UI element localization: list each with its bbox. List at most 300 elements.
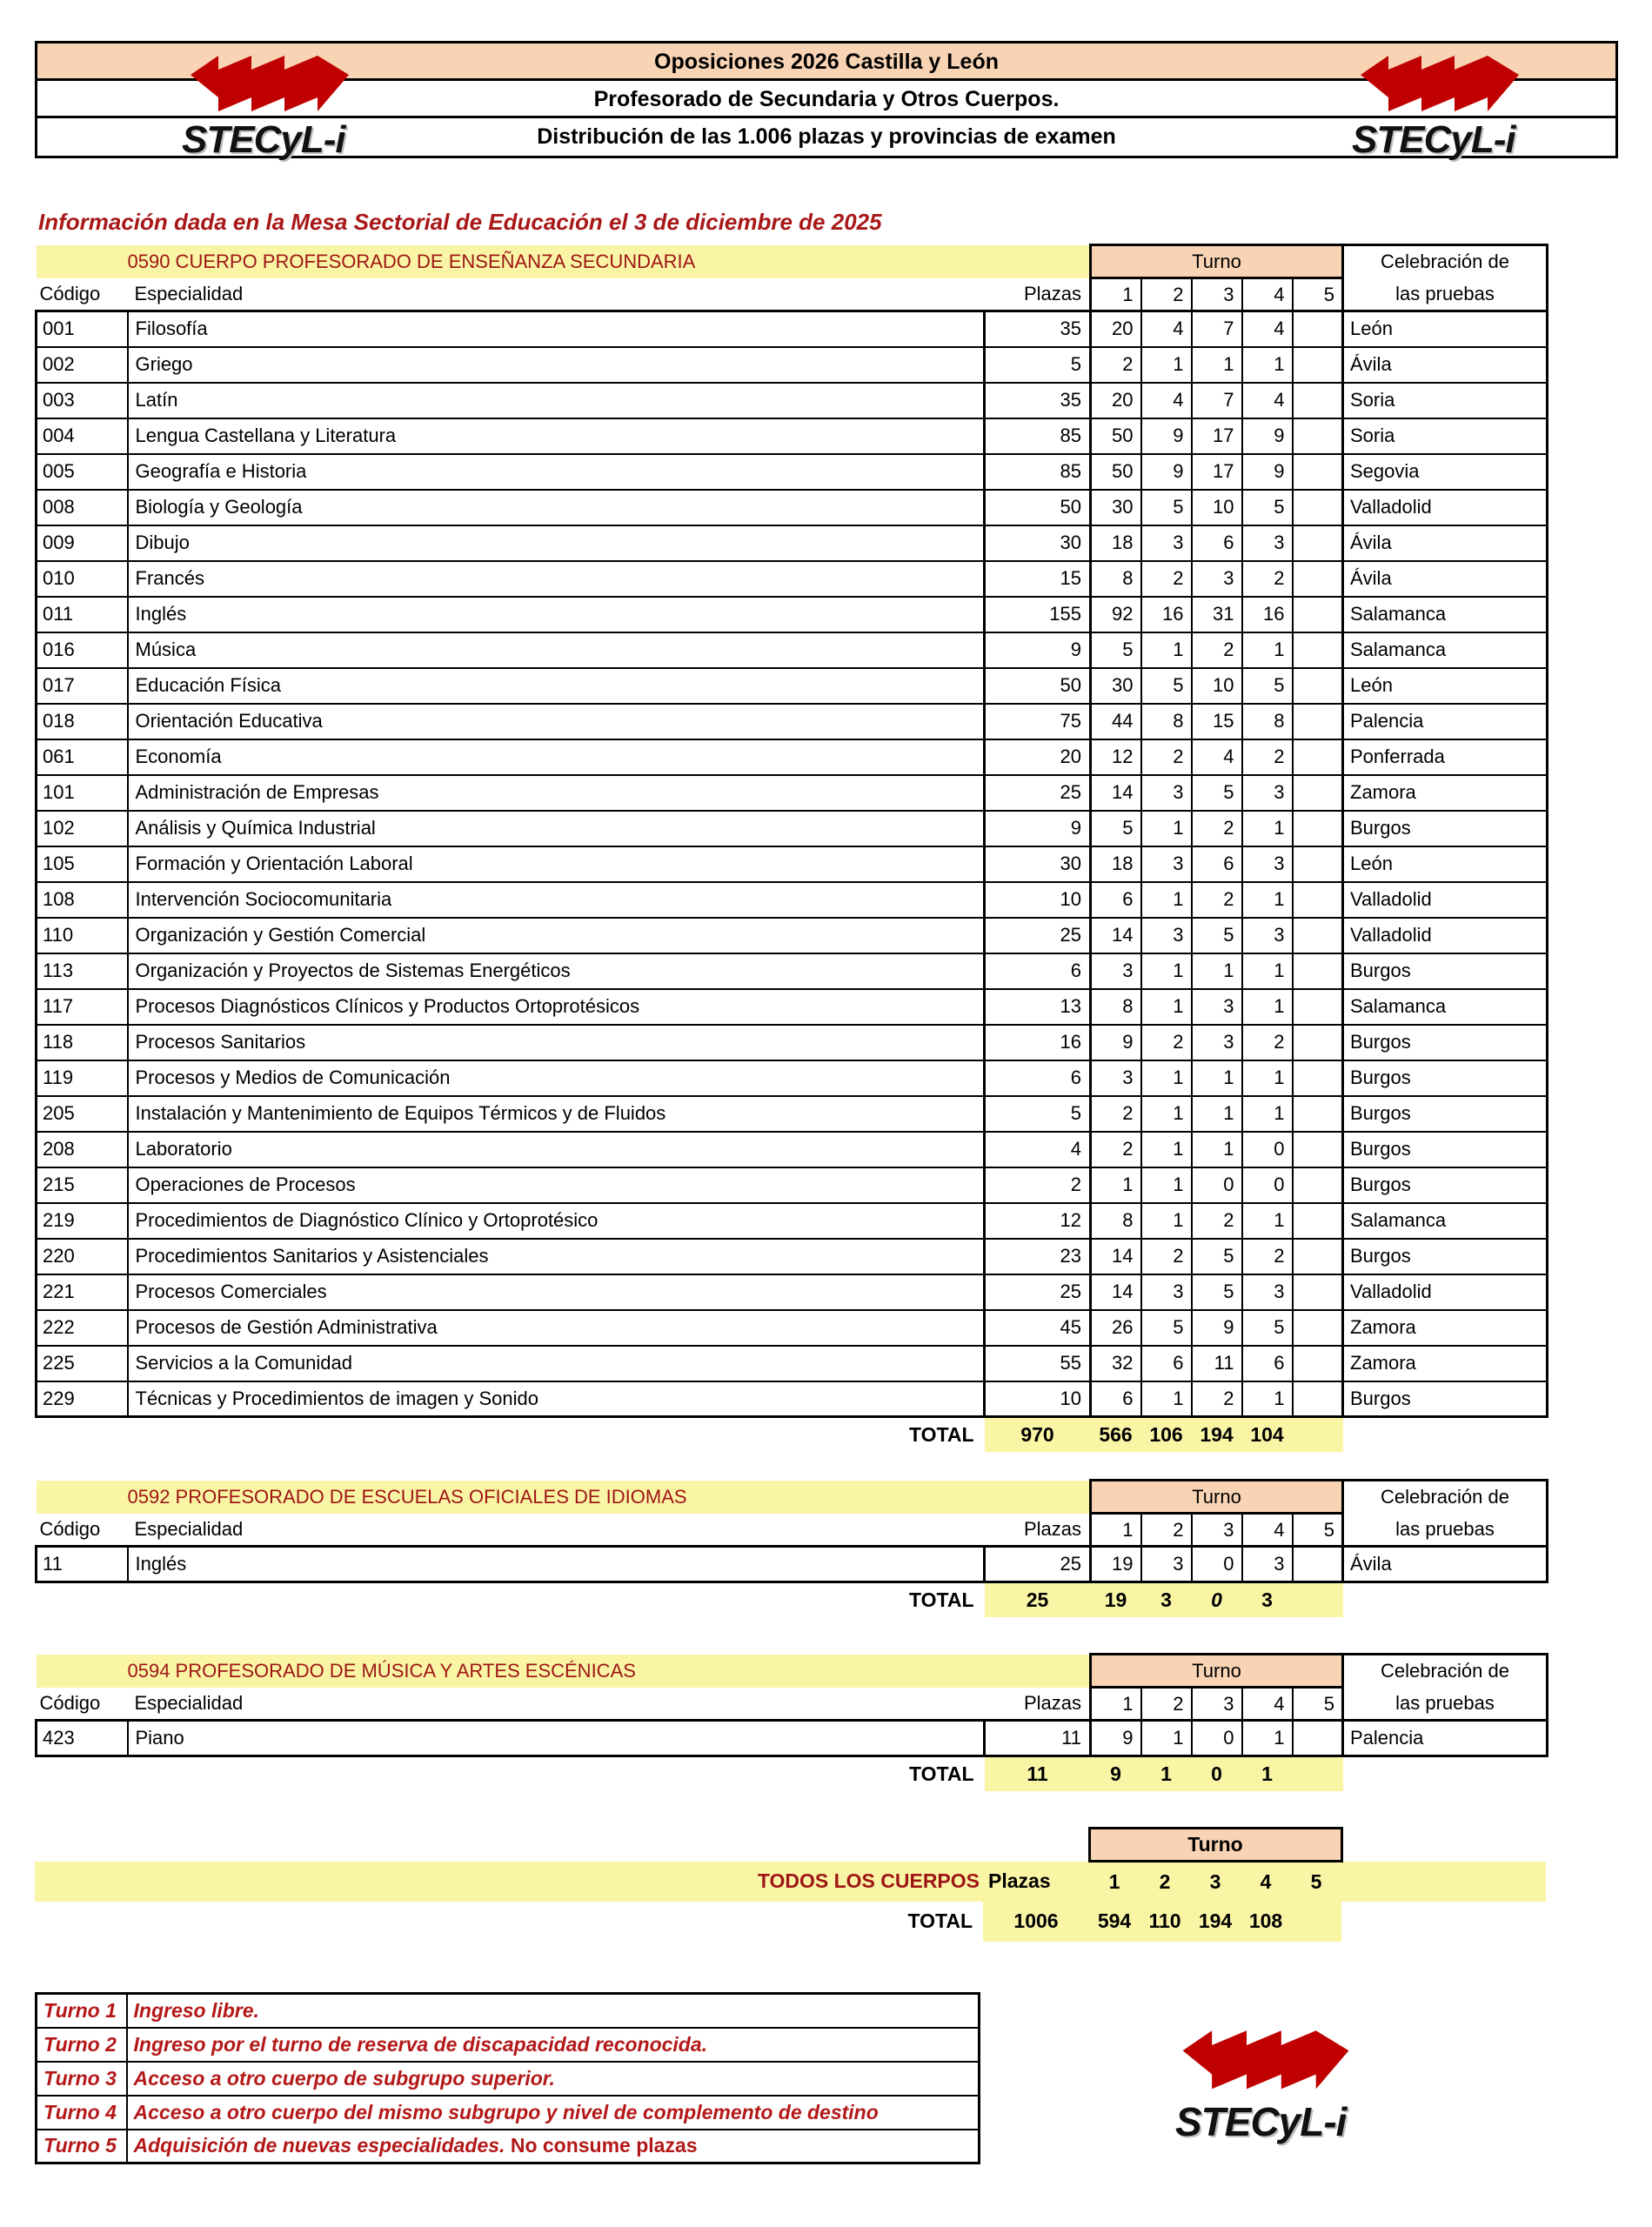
legend-row xyxy=(37,2062,980,2096)
cell-plazas: 20 xyxy=(985,739,1091,775)
cell-plazas: 10 xyxy=(985,1381,1091,1417)
all-bodies-label-row xyxy=(35,1862,1546,1902)
table-row xyxy=(37,1096,1548,1132)
table-row xyxy=(37,1721,1548,1756)
table-0592 xyxy=(35,1479,1548,1617)
cell-celebracion: Ávila xyxy=(1343,525,1548,561)
cell-turno-3: 5 xyxy=(1192,775,1242,811)
cell-turno-2: 3 xyxy=(1141,1274,1192,1310)
header-turno-3: 3 xyxy=(1192,1514,1242,1547)
cell-celebracion: Burgos xyxy=(1343,1060,1548,1096)
cell-turno-3: 17 xyxy=(1192,418,1242,454)
table-0590 xyxy=(35,244,1548,1452)
cell-celebracion: Burgos xyxy=(1343,953,1548,989)
cell-celebracion: Salamanca xyxy=(1343,597,1548,632)
cell-turno-5 xyxy=(1293,846,1343,882)
cell-turno-4: 0 xyxy=(1242,1132,1293,1167)
cell-turno-1: 18 xyxy=(1091,846,1141,882)
cell-turno-3: 3 xyxy=(1192,561,1242,597)
section-0592 xyxy=(35,1479,1548,1617)
cell-plazas: 23 xyxy=(985,1239,1091,1274)
all-bodies-total-t4: 108 xyxy=(1241,1902,1291,1942)
cell-turno-3: 1 xyxy=(1192,1132,1242,1167)
cell-turno-4: 3 xyxy=(1242,1274,1293,1310)
cell-turno-5 xyxy=(1293,882,1343,918)
cell-turno-2: 1 xyxy=(1141,1132,1192,1167)
cell-turno-4: 2 xyxy=(1242,1025,1293,1060)
cell-turno-5 xyxy=(1293,704,1343,739)
cell-turno-1: 8 xyxy=(1091,989,1141,1025)
cell-celebracion: Burgos xyxy=(1343,1239,1548,1274)
cell-especialidad: Organización y Proyectos de Sistemas Energéticos xyxy=(128,953,985,989)
stecyl-wordmark-left: STECyL-i xyxy=(182,118,345,161)
cell-turno-3: 4 xyxy=(1192,739,1242,775)
all-bodies-total-row xyxy=(35,1902,1546,1942)
cell-turno-5 xyxy=(1293,525,1343,561)
header-plazas: Plazas xyxy=(1023,1517,1081,1540)
total-plazas: 11 xyxy=(985,1756,1091,1791)
cell-turno-2: 2 xyxy=(1141,739,1192,775)
cell-celebracion: Burgos xyxy=(1343,1096,1548,1132)
cell-especialidad: Procesos Sanitarios xyxy=(128,1025,985,1060)
column-header-row xyxy=(37,1688,1548,1721)
total-t1: 9 xyxy=(1091,1756,1141,1791)
all-bodies-total-plazas: 1006 xyxy=(983,1902,1089,1942)
cell-plazas: 75 xyxy=(985,704,1091,739)
all-bodies-t4-label: 4 xyxy=(1260,1869,1272,1893)
cell-codigo: 110 xyxy=(37,918,128,953)
legend-bold-note: No consume plazas xyxy=(510,2134,698,2157)
total-label: TOTAL xyxy=(908,1762,974,1785)
header-especialidad: Especialidad xyxy=(134,1517,244,1540)
cell-especialidad: Procedimientos Sanitarios y Asistenciales xyxy=(128,1239,985,1274)
cell-codigo: 222 xyxy=(37,1310,128,1346)
table-row xyxy=(37,1310,1548,1346)
cell-celebracion: Soria xyxy=(1343,383,1548,418)
cell-especialidad: Latín xyxy=(128,383,985,418)
celebracion-header-line1: Celebración de xyxy=(1343,1481,1548,1514)
cell-codigo: 108 xyxy=(37,882,128,918)
column-header-row xyxy=(37,1514,1548,1547)
cell-codigo: 011 xyxy=(37,597,128,632)
cell-turno-1: 9 xyxy=(1091,1025,1141,1060)
header-turno-4: 4 xyxy=(1242,1514,1293,1547)
cell-especialidad: Operaciones de Procesos xyxy=(128,1167,985,1203)
total-t4: 1 xyxy=(1242,1756,1293,1791)
stecyl-logo-right xyxy=(1352,52,1522,162)
cell-celebracion: Zamora xyxy=(1343,1310,1548,1346)
cell-celebracion: Burgos xyxy=(1343,1025,1548,1060)
cell-turno-5 xyxy=(1293,632,1343,668)
legend-turno-description: Adquisición de nuevas especialidades. No consume plazas xyxy=(127,2130,980,2163)
cell-turno-5 xyxy=(1293,1096,1343,1132)
cell-turno-1: 50 xyxy=(1091,454,1141,490)
cell-codigo: 017 xyxy=(37,668,128,704)
header-turno-3: 3 xyxy=(1192,278,1242,311)
section-0594 xyxy=(35,1653,1548,1791)
table-row xyxy=(37,383,1548,418)
lightning-bolt-icon xyxy=(187,52,352,124)
cell-turno-3: 2 xyxy=(1192,1203,1242,1239)
title-line-2: Profesorado de Secundaria y Otros Cuerpos. xyxy=(37,81,1615,118)
cell-codigo: 423 xyxy=(37,1721,128,1756)
cell-especialidad: Servicios a la Comunidad xyxy=(128,1346,985,1381)
cell-especialidad: Geografía e Historia xyxy=(128,454,985,490)
cell-celebracion: Ponferrada xyxy=(1343,739,1548,775)
cell-turno-1: 6 xyxy=(1091,1381,1141,1417)
cell-especialidad: Orientación Educativa xyxy=(128,704,985,739)
cell-plazas: 35 xyxy=(985,383,1091,418)
cell-turno-5 xyxy=(1293,811,1343,846)
cell-celebracion: Ávila xyxy=(1343,347,1548,383)
total-row-0594 xyxy=(37,1756,1548,1791)
all-bodies-title: TODOS LOS CUERPOS xyxy=(35,1862,983,1902)
cell-turno-2: 2 xyxy=(1141,1025,1192,1060)
cell-plazas: 35 xyxy=(985,311,1091,347)
total-t2: 3 xyxy=(1141,1582,1192,1617)
cell-turno-2: 16 xyxy=(1141,597,1192,632)
cell-turno-4: 1 xyxy=(1242,811,1293,846)
cell-turno-2: 6 xyxy=(1141,1346,1192,1381)
cell-codigo: 205 xyxy=(37,1096,128,1132)
cell-codigo: 219 xyxy=(37,1203,128,1239)
cell-codigo: 001 xyxy=(37,311,128,347)
cell-celebracion: Burgos xyxy=(1343,811,1548,846)
cell-turno-5 xyxy=(1293,1060,1343,1096)
cell-codigo: 101 xyxy=(37,775,128,811)
all-bodies-t3-label: 3 xyxy=(1209,1869,1221,1893)
cell-especialidad: Educación Física xyxy=(128,668,985,704)
section-0594-title: 0594 PROFESORADO DE MÚSICA Y ARTES ESCÉNICAS xyxy=(37,1655,1091,1688)
legend-turno-key: Turno 5 xyxy=(37,2130,127,2163)
cell-turno-2: 1 xyxy=(1141,1060,1192,1096)
cell-codigo: 118 xyxy=(37,1025,128,1060)
total-row-0590 xyxy=(37,1417,1548,1452)
cell-turno-3: 2 xyxy=(1192,811,1242,846)
cell-turno-2: 1 xyxy=(1141,811,1192,846)
cell-turno-5 xyxy=(1293,1721,1343,1756)
cell-turno-4: 1 xyxy=(1242,347,1293,383)
celebracion-header-line2: las pruebas xyxy=(1343,1514,1548,1547)
cell-turno-5 xyxy=(1293,1310,1343,1346)
cell-turno-1: 5 xyxy=(1091,632,1141,668)
all-bodies-summary xyxy=(35,1827,1546,1942)
cell-turno-2: 1 xyxy=(1141,1096,1192,1132)
cell-turno-5 xyxy=(1293,1167,1343,1203)
stecyl-wordmark-right: STECyL-i xyxy=(1352,118,1515,161)
cell-turno-4: 1 xyxy=(1242,882,1293,918)
cell-plazas: 30 xyxy=(985,525,1091,561)
turno-header: Turno xyxy=(1089,1829,1341,1862)
cell-celebracion: Valladolid xyxy=(1343,490,1548,525)
cell-turno-1: 3 xyxy=(1091,953,1141,989)
cell-turno-4: 2 xyxy=(1242,561,1293,597)
cell-turno-3: 3 xyxy=(1192,989,1242,1025)
total-t3: 194 xyxy=(1192,1417,1242,1452)
table-row xyxy=(37,1239,1548,1274)
total-t5 xyxy=(1293,1756,1343,1791)
cell-plazas: 50 xyxy=(985,668,1091,704)
cell-celebracion: León xyxy=(1343,311,1548,347)
cell-turno-3: 11 xyxy=(1192,1346,1242,1381)
cell-plazas: 155 xyxy=(985,597,1091,632)
cell-turno-2: 1 xyxy=(1141,1203,1192,1239)
header-turno-1: 1 xyxy=(1091,278,1141,311)
cell-celebracion: León xyxy=(1343,846,1548,882)
cell-turno-2: 3 xyxy=(1141,1547,1192,1582)
table-row xyxy=(37,597,1548,632)
cell-codigo: 220 xyxy=(37,1239,128,1274)
cell-turno-1: 18 xyxy=(1091,525,1141,561)
celebracion-header-line2: las pruebas xyxy=(1343,278,1548,311)
lightning-bolt-icon xyxy=(1357,52,1522,124)
cell-especialidad: Técnicas y Procedimientos de imagen y Sonido xyxy=(128,1381,985,1417)
cell-turno-2: 5 xyxy=(1141,1310,1192,1346)
total-t1: 566 xyxy=(1091,1417,1141,1452)
table-row xyxy=(37,1274,1548,1310)
table-row xyxy=(37,775,1548,811)
cell-turno-4: 4 xyxy=(1242,311,1293,347)
cell-codigo: 004 xyxy=(37,418,128,454)
cell-celebracion: Ávila xyxy=(1343,561,1548,597)
legend-row xyxy=(37,2096,980,2130)
cell-plazas: 45 xyxy=(985,1310,1091,1346)
cell-turno-4: 16 xyxy=(1242,597,1293,632)
cell-turno-3: 0 xyxy=(1192,1167,1242,1203)
cell-especialidad: Procesos de Gestión Administrativa xyxy=(128,1310,985,1346)
cell-especialidad: Intervención Sociocomunitaria xyxy=(128,882,985,918)
cell-especialidad: Filosofía xyxy=(128,311,985,347)
cell-turno-3: 1 xyxy=(1192,1096,1242,1132)
header-turno-1: 1 xyxy=(1091,1514,1141,1547)
legend-turno-key: Turno 3 xyxy=(37,2062,127,2096)
cell-codigo: 221 xyxy=(37,1274,128,1310)
cell-turno-3: 6 xyxy=(1192,846,1242,882)
all-bodies-total-label: TOTAL xyxy=(907,1909,973,1932)
table-row xyxy=(37,311,1548,347)
cell-turno-3: 5 xyxy=(1192,918,1242,953)
header-especialidad: Especialidad xyxy=(134,1691,244,1714)
table-row xyxy=(37,1132,1548,1167)
cell-turno-4: 2 xyxy=(1242,739,1293,775)
cell-plazas: 10 xyxy=(985,882,1091,918)
stecyl-logo-bottom xyxy=(1175,2027,1353,2145)
header-codigo: Código xyxy=(39,282,101,304)
all-bodies-turno-row xyxy=(35,1829,1546,1862)
legend-row xyxy=(37,1994,980,2028)
legend-row xyxy=(37,2130,980,2163)
title-line-3: Distribución de las 1.006 plazas y provincias de examen xyxy=(537,124,1116,149)
cell-especialidad: Dibujo xyxy=(128,525,985,561)
cell-turno-5 xyxy=(1293,1346,1343,1381)
legend-turno-key: Turno 2 xyxy=(37,2028,127,2062)
legend-turno-key: Turno 4 xyxy=(37,2096,127,2130)
cell-turno-1: 30 xyxy=(1091,668,1141,704)
cell-celebracion: Ávila xyxy=(1343,1547,1548,1582)
header-turno-4: 4 xyxy=(1242,1688,1293,1721)
turno-legend-table xyxy=(35,1992,980,2164)
cell-codigo: 003 xyxy=(37,383,128,418)
table-0594 xyxy=(35,1653,1548,1791)
cell-especialidad: Piano xyxy=(128,1721,985,1756)
cell-turno-4: 5 xyxy=(1242,668,1293,704)
cell-celebracion: Segovia xyxy=(1343,454,1548,490)
cell-turno-1: 3 xyxy=(1091,1060,1141,1096)
cell-turno-4: 1 xyxy=(1242,1721,1293,1756)
table-row xyxy=(37,418,1548,454)
cell-turno-3: 7 xyxy=(1192,383,1242,418)
cell-celebracion: Palencia xyxy=(1343,704,1548,739)
table-row xyxy=(37,918,1548,953)
cell-celebracion: Valladolid xyxy=(1343,1274,1548,1310)
cell-turno-1: 6 xyxy=(1091,882,1141,918)
cell-turno-4: 3 xyxy=(1242,1547,1293,1582)
cell-turno-3: 2 xyxy=(1192,632,1242,668)
table-0590-body xyxy=(37,311,1548,1417)
cell-plazas: 25 xyxy=(985,918,1091,953)
cell-especialidad: Instalación y Mantenimiento de Equipos Térmicos y de Fluidos xyxy=(128,1096,985,1132)
cell-turno-2: 1 xyxy=(1141,1721,1192,1756)
table-0594-body xyxy=(37,1721,1548,1756)
cell-turno-5 xyxy=(1293,383,1343,418)
cell-especialidad: Inglés xyxy=(128,597,985,632)
cell-turno-2: 4 xyxy=(1141,311,1192,347)
cell-turno-4: 5 xyxy=(1242,490,1293,525)
cell-plazas: 13 xyxy=(985,989,1091,1025)
legend-turno-key: Turno 1 xyxy=(37,1994,127,2028)
cell-turno-1: 12 xyxy=(1091,739,1141,775)
cell-turno-1: 26 xyxy=(1091,1310,1141,1346)
table-row xyxy=(37,953,1548,989)
cell-codigo: 016 xyxy=(37,632,128,668)
legend-turno-description: Ingreso por el turno de reserva de discapacidad reconocida. xyxy=(127,2028,980,2062)
cell-turno-3: 2 xyxy=(1192,882,1242,918)
cell-turno-2: 1 xyxy=(1141,882,1192,918)
cell-turno-2: 1 xyxy=(1141,1381,1192,1417)
header-especialidad: Especialidad xyxy=(134,282,244,304)
cell-turno-1: 20 xyxy=(1091,311,1141,347)
cell-celebracion: Valladolid xyxy=(1343,882,1548,918)
section-0592-title: 0592 PROFESORADO DE ESCUELAS OFICIALES DE IDIOMAS xyxy=(37,1481,1091,1514)
cell-turno-2: 3 xyxy=(1141,918,1192,953)
table-all-bodies xyxy=(35,1827,1546,1942)
cell-turno-5 xyxy=(1293,1274,1343,1310)
cell-turno-5 xyxy=(1293,311,1343,347)
total-t3: 0 xyxy=(1192,1582,1242,1617)
cell-codigo: 119 xyxy=(37,1060,128,1096)
cell-codigo: 061 xyxy=(37,739,128,775)
cell-plazas: 12 xyxy=(985,1203,1091,1239)
cell-plazas: 85 xyxy=(985,454,1091,490)
total-plazas: 25 xyxy=(985,1582,1091,1617)
cell-plazas: 5 xyxy=(985,1096,1091,1132)
cell-turno-1: 14 xyxy=(1091,1274,1141,1310)
cell-especialidad: Francés xyxy=(128,561,985,597)
legend-body xyxy=(37,1994,980,2163)
cell-turno-3: 5 xyxy=(1192,1274,1242,1310)
all-bodies-total-t5 xyxy=(1291,1902,1341,1942)
legend-turno-description: Ingreso libre. xyxy=(127,1994,980,2028)
cell-plazas: 4 xyxy=(985,1132,1091,1167)
cell-plazas: 30 xyxy=(985,846,1091,882)
table-row xyxy=(37,561,1548,597)
cell-turno-1: 2 xyxy=(1091,1132,1141,1167)
header-turno-3: 3 xyxy=(1192,1688,1242,1721)
header-turno-5: 5 xyxy=(1293,1514,1343,1547)
cell-codigo: 229 xyxy=(37,1381,128,1417)
table-row xyxy=(37,525,1548,561)
cell-turno-2: 9 xyxy=(1141,454,1192,490)
cell-codigo: 117 xyxy=(37,989,128,1025)
cell-turno-2: 3 xyxy=(1141,846,1192,882)
cell-turno-4: 3 xyxy=(1242,525,1293,561)
cell-turno-4: 1 xyxy=(1242,1096,1293,1132)
cell-turno-1: 2 xyxy=(1091,347,1141,383)
cell-codigo: 002 xyxy=(37,347,128,383)
cell-turno-3: 31 xyxy=(1192,597,1242,632)
cell-especialidad: Administración de Empresas xyxy=(128,775,985,811)
cell-turno-3: 9 xyxy=(1192,1310,1242,1346)
cell-turno-4: 1 xyxy=(1242,1203,1293,1239)
cell-turno-1: 8 xyxy=(1091,1203,1141,1239)
cell-plazas: 25 xyxy=(985,775,1091,811)
section-0590 xyxy=(35,244,1548,1452)
table-row xyxy=(37,1346,1548,1381)
table-row xyxy=(37,1381,1548,1417)
total-row-0592 xyxy=(37,1582,1548,1617)
cell-especialidad: Música xyxy=(128,632,985,668)
cell-turno-4: 6 xyxy=(1242,1346,1293,1381)
cell-turno-1: 14 xyxy=(1091,918,1141,953)
cell-codigo: 208 xyxy=(37,1132,128,1167)
section-0590-title: 0590 CUERPO PROFESORADO DE ENSEÑANZA SECUNDARIA xyxy=(37,245,1091,278)
cell-turno-4: 3 xyxy=(1242,918,1293,953)
cell-turno-5 xyxy=(1293,1203,1343,1239)
title-line-1: Oposiciones 2026 Castilla y León xyxy=(37,43,1615,81)
total-plazas: 970 xyxy=(985,1417,1091,1452)
cell-turno-5 xyxy=(1293,1025,1343,1060)
cell-turno-3: 0 xyxy=(1192,1547,1242,1582)
cell-plazas: 6 xyxy=(985,1060,1091,1096)
cell-turno-5 xyxy=(1293,1381,1343,1417)
table-row xyxy=(37,347,1548,383)
cell-turno-3: 0 xyxy=(1192,1721,1242,1756)
section-banner-row xyxy=(37,1481,1548,1514)
cell-especialidad: Procesos Comerciales xyxy=(128,1274,985,1310)
all-bodies-plazas-label: Plazas xyxy=(988,1869,1051,1892)
header-turno-2: 2 xyxy=(1141,278,1192,311)
cell-turno-1: 8 xyxy=(1091,561,1141,597)
table-row xyxy=(37,811,1548,846)
column-header-row xyxy=(37,278,1548,311)
cell-especialidad: Procesos Diagnósticos Clínicos y Productos Ortoprotésicos xyxy=(128,989,985,1025)
cell-turno-3: 1 xyxy=(1192,347,1242,383)
cell-plazas: 5 xyxy=(985,347,1091,383)
cell-turno-5 xyxy=(1293,454,1343,490)
cell-turno-3: 5 xyxy=(1192,1239,1242,1274)
cell-codigo: 11 xyxy=(37,1547,128,1582)
cell-plazas: 25 xyxy=(985,1274,1091,1310)
cell-turno-4: 1 xyxy=(1242,1060,1293,1096)
table-row xyxy=(37,632,1548,668)
cell-turno-2: 5 xyxy=(1141,490,1192,525)
cell-turno-1: 44 xyxy=(1091,704,1141,739)
cell-especialidad: Análisis y Química Industrial xyxy=(128,811,985,846)
cell-turno-5 xyxy=(1293,953,1343,989)
cell-turno-5 xyxy=(1293,1132,1343,1167)
cell-turno-5 xyxy=(1293,1547,1343,1582)
total-label: TOTAL xyxy=(908,1588,974,1611)
